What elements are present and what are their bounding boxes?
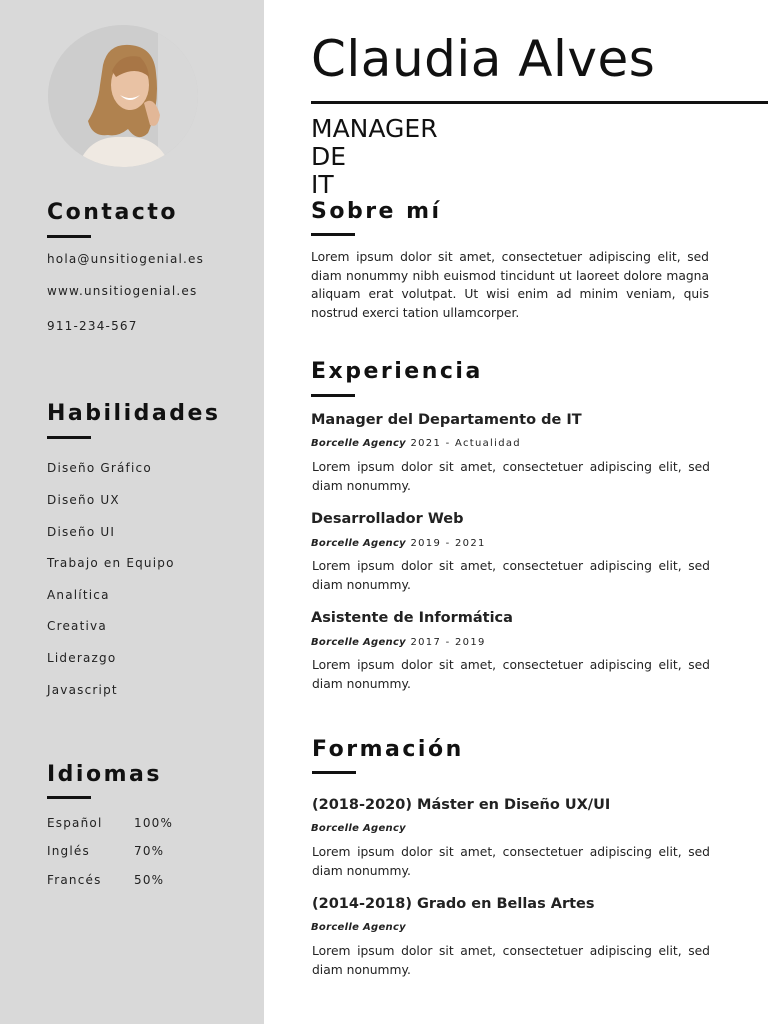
education-heading-rule	[312, 771, 356, 774]
experience-company: Borcelle Agency	[311, 538, 406, 549]
skill-item: Analítica	[47, 588, 110, 602]
experience-meta	[311, 538, 486, 549]
language-level: 50%	[134, 873, 165, 887]
job-role-line	[311, 115, 531, 171]
skill-item: Liderazgo	[47, 651, 117, 665]
languages-heading: Idiomas	[47, 762, 162, 787]
experience-title: Asistente de Informática	[311, 610, 513, 626]
education-company: Borcelle Agency	[311, 922, 406, 933]
experience-meta	[311, 637, 486, 648]
experience-period: 2021 - Actualidad	[410, 438, 521, 449]
job-role-word: DE	[311, 142, 347, 171]
name-rule	[311, 101, 768, 104]
job-role-word: MANAGER	[311, 114, 438, 143]
education-title: (2018-2020) Máster en Diseño UX/UI	[312, 797, 611, 813]
skills-heading: Habilidades	[47, 401, 221, 426]
language-row	[47, 816, 174, 830]
experience-text: Lorem ipsum dolor sit amet, consectetuer adipiscing elit, sed diam nonummy.	[312, 559, 710, 592]
skills-heading-rule	[47, 436, 91, 439]
contact-heading: Contacto	[47, 200, 178, 225]
education-meta	[311, 823, 406, 834]
candidate-name: Claudia Alves	[311, 30, 656, 88]
about-heading-rule	[311, 233, 355, 236]
profile-photo	[48, 25, 198, 167]
contact-heading-rule	[47, 235, 91, 238]
job-role	[311, 115, 531, 199]
experience-meta	[311, 438, 521, 449]
sidebar	[0, 0, 264, 1024]
skill-item: Diseño UX	[47, 493, 120, 507]
experience-company: Borcelle Agency	[311, 637, 406, 648]
job-role-word: IT	[311, 170, 334, 199]
skill-item: Javascript	[47, 683, 118, 697]
experience-period: 2017 - 2019	[410, 637, 486, 648]
experience-heading-rule	[311, 394, 355, 397]
about-text: Lorem ipsum dolor sit amet, consectetuer adipiscing elit, sed diam nonummy nibh euismod tincidunt ut laoreet dolore magna aliquam erat volutpat. Ut wisi enim ad minim veniam, quis nostrud exerci tation ullamcorper.	[311, 250, 709, 320]
language-name: Español	[47, 816, 103, 830]
language-name: Francés	[47, 873, 102, 887]
contact-email[interactable]: hola@unsitiogenial.es	[47, 252, 205, 266]
education-meta	[311, 922, 406, 933]
contact-website[interactable]: www.unsitiogenial.es	[47, 284, 198, 298]
education-heading: Formación	[312, 737, 464, 762]
experience-text: Lorem ipsum dolor sit amet, consectetuer adipiscing elit, sed diam nonummy.	[312, 658, 710, 691]
experience-company: Borcelle Agency	[311, 438, 406, 449]
education-text: Lorem ipsum dolor sit amet, consectetuer adipiscing elit, sed diam nonummy.	[312, 845, 710, 878]
skill-item: Trabajo en Equipo	[47, 556, 175, 570]
education-title: (2014-2018) Grado en Bellas Artes	[312, 896, 595, 912]
experience-period: 2019 - 2021	[410, 538, 486, 549]
experience-text: Lorem ipsum dolor sit amet, consectetuer adipiscing elit, sed diam nonummy.	[312, 460, 710, 493]
contact-phone[interactable]: 911-234-567	[47, 319, 138, 333]
language-row	[47, 873, 165, 887]
profile-photo-illustration	[48, 25, 198, 167]
experience-heading: Experiencia	[311, 359, 483, 384]
experience-title: Desarrollador Web	[311, 511, 464, 527]
language-level: 70%	[134, 844, 165, 858]
skill-item: Diseño Gráfico	[47, 461, 152, 475]
language-level: 100%	[134, 816, 174, 830]
language-row	[47, 844, 165, 858]
languages-heading-rule	[47, 796, 91, 799]
about-heading: Sobre mí	[311, 199, 442, 224]
skill-item: Diseño UI	[47, 525, 116, 539]
skill-item: Creativa	[47, 619, 107, 633]
language-name: Inglés	[47, 844, 90, 858]
experience-title: Manager del Departamento de IT	[311, 412, 582, 428]
education-text: Lorem ipsum dolor sit amet, consectetuer adipiscing elit, sed diam nonummy.	[312, 944, 710, 977]
education-company: Borcelle Agency	[311, 823, 406, 834]
